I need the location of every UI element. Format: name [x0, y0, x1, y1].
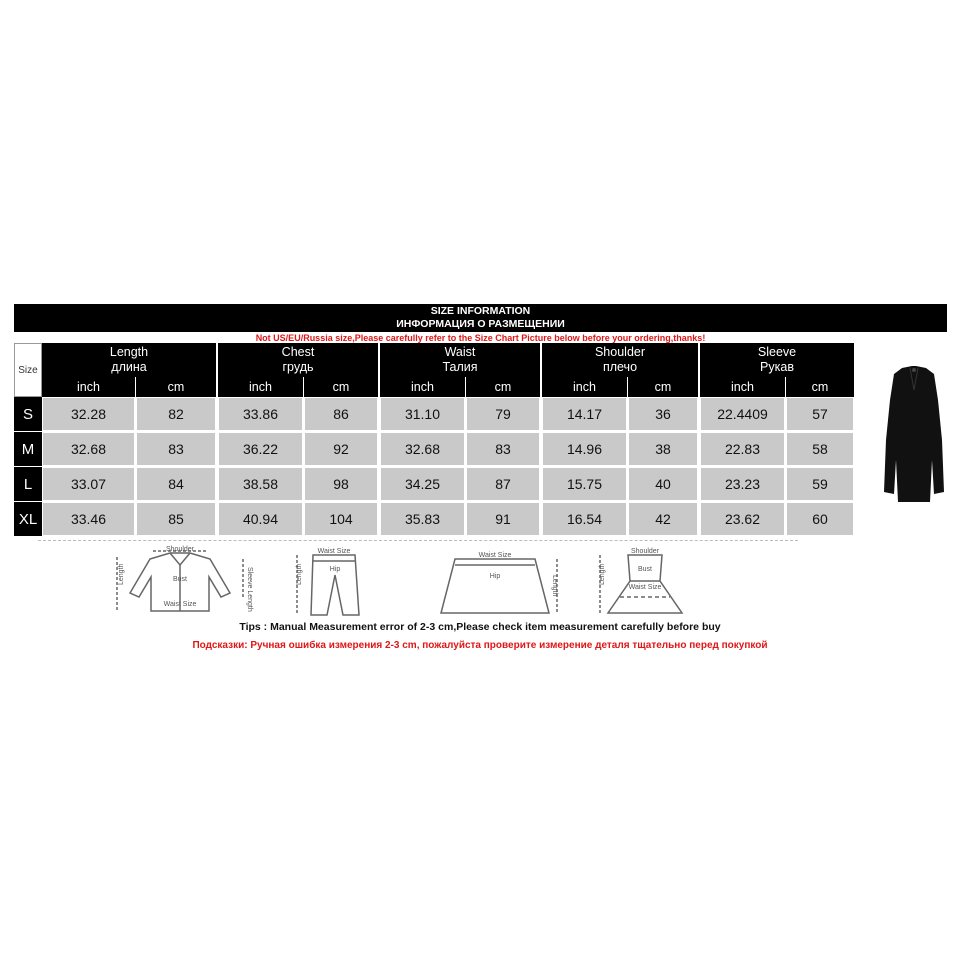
size-cell: S — [14, 397, 42, 431]
pants-length-label: Length — [296, 563, 303, 585]
column-name-en: Sleeve — [757, 345, 797, 359]
column-group-header — [218, 343, 378, 377]
table-cell-inch: 34.25 — [381, 468, 464, 500]
table-cell-cm: 42 — [629, 503, 697, 535]
column-group-header — [542, 343, 698, 377]
table-cell-cm: 38 — [629, 433, 697, 465]
skirt-waist-label: Waist Size — [478, 552, 512, 559]
table-cell-cm: 82 — [137, 398, 215, 430]
unit-header-inch: inch — [42, 377, 135, 397]
unit-header-cm: cm — [136, 377, 216, 397]
title-ru: ИНФОРМАЦИЯ О РАЗМЕЩЕНИИ — [396, 318, 565, 330]
jacket-bust-label: Bust — [172, 576, 188, 583]
table-cell-cm: 86 — [305, 398, 377, 430]
dress-bust-label: Bust — [637, 566, 653, 573]
dress-waist-label: Waist Size — [628, 584, 662, 591]
size-cell: L — [14, 467, 42, 501]
table-cell-inch: 33.07 — [43, 468, 134, 500]
table-cell-cm: 85 — [137, 503, 215, 535]
size-cell: XL — [14, 502, 42, 536]
skirt-hip-label: Hip — [489, 573, 501, 580]
jacket-sleeve-label: Sleeve Length — [246, 567, 253, 612]
table-cell-cm: 40 — [629, 468, 697, 500]
table-cell-inch: 33.86 — [219, 398, 302, 430]
table-cell-cm: 36 — [629, 398, 697, 430]
column-name-en: Waist — [444, 345, 476, 359]
skirt-length-label: Length — [551, 575, 558, 597]
pants-diagram-icon — [285, 545, 375, 620]
unit-header-inch: inch — [700, 377, 785, 397]
table-cell-inch: 23.62 — [701, 503, 784, 535]
jacket-waist-label: Waist Size — [163, 601, 197, 608]
tips-ru: Подсказки: Ручная ошибка измерения 2-3 cm, пожалуйста проверите измерение деталя тщательно перед покупкой — [192, 640, 768, 651]
cardigan-product-icon — [872, 360, 956, 510]
table-cell-cm: 79 — [467, 398, 539, 430]
dress-length-label: Length — [599, 563, 606, 585]
table-cell-inch: 16.54 — [543, 503, 626, 535]
column-group-header — [42, 343, 216, 377]
jacket-diagram-icon — [95, 545, 265, 620]
column-name-ru: Рукав — [760, 360, 794, 374]
table-cell-cm: 91 — [467, 503, 539, 535]
column-name-en: Shoulder — [594, 345, 646, 359]
table-cell-inch: 14.96 — [543, 433, 626, 465]
column-name-ru: длина — [111, 360, 147, 374]
table-cell-cm: 58 — [787, 433, 853, 465]
jacket-length-label: Length — [118, 563, 125, 585]
column-group-header — [380, 343, 540, 377]
column-name-ru: Талия — [442, 360, 478, 374]
table-cell-cm: 92 — [305, 433, 377, 465]
table-cell-inch: 33.46 — [43, 503, 134, 535]
table-cell-inch: 22.83 — [701, 433, 784, 465]
table-cell-cm: 104 — [305, 503, 377, 535]
jacket-shoulder-label: Shoulder — [165, 546, 195, 553]
table-cell-inch: 32.68 — [381, 433, 464, 465]
table-cell-inch: 32.28 — [43, 398, 134, 430]
table-cell-inch: 31.10 — [381, 398, 464, 430]
column-name-ru: плечо — [602, 360, 638, 374]
table-cell-cm: 57 — [787, 398, 853, 430]
table-cell-cm: 59 — [787, 468, 853, 500]
size-cell: M — [14, 432, 42, 466]
table-cell-inch: 23.23 — [701, 468, 784, 500]
pants-hip-label: Hip — [329, 566, 341, 573]
column-name-en: Chest — [281, 345, 315, 359]
table-cell-inch: 38.58 — [219, 468, 302, 500]
pants-waist-label: Waist Size — [317, 548, 351, 555]
unit-header-inch: inch — [542, 377, 627, 397]
dress-shoulder-label: Shoulder — [630, 548, 660, 555]
table-cell-inch: 36.22 — [219, 433, 302, 465]
table-cell-cm: 60 — [787, 503, 853, 535]
table-cell-inch: 40.94 — [219, 503, 302, 535]
unit-header-inch: inch — [380, 377, 465, 397]
table-cell-cm: 84 — [137, 468, 215, 500]
table-cell-cm: 87 — [467, 468, 539, 500]
size-column-header: Size — [14, 343, 42, 397]
unit-header-cm: cm — [786, 377, 854, 397]
table-cell-cm: 83 — [467, 433, 539, 465]
table-cell-cm: 98 — [305, 468, 377, 500]
skirt-diagram-icon — [425, 545, 565, 620]
unit-header-cm: cm — [304, 377, 378, 397]
column-group-header — [700, 343, 854, 377]
size-notice: Not US/EU/Russia size,Please carefully refer to the Size Chart Picture below before your ordering,thanks! — [255, 333, 706, 343]
size-info-banner — [14, 304, 947, 332]
divider — [38, 540, 798, 541]
tips-en: Tips : Manual Measurement error of 2-3 cm,Please check item measurement carefully before buy — [239, 621, 721, 633]
table-cell-inch: 32.68 — [43, 433, 134, 465]
table-cell-inch: 15.75 — [543, 468, 626, 500]
table-cell-inch: 22.4409 — [701, 398, 784, 430]
column-name-en: Length — [109, 345, 149, 359]
unit-header-cm: cm — [466, 377, 540, 397]
column-name-ru: грудь — [282, 360, 314, 374]
table-cell-inch: 35.83 — [381, 503, 464, 535]
table-cell-inch: 14.17 — [543, 398, 626, 430]
unit-header-inch: inch — [218, 377, 303, 397]
dress-diagram-icon — [590, 545, 700, 620]
title-en: SIZE INFORMATION — [430, 305, 531, 317]
table-cell-cm: 83 — [137, 433, 215, 465]
unit-header-cm: cm — [628, 377, 698, 397]
